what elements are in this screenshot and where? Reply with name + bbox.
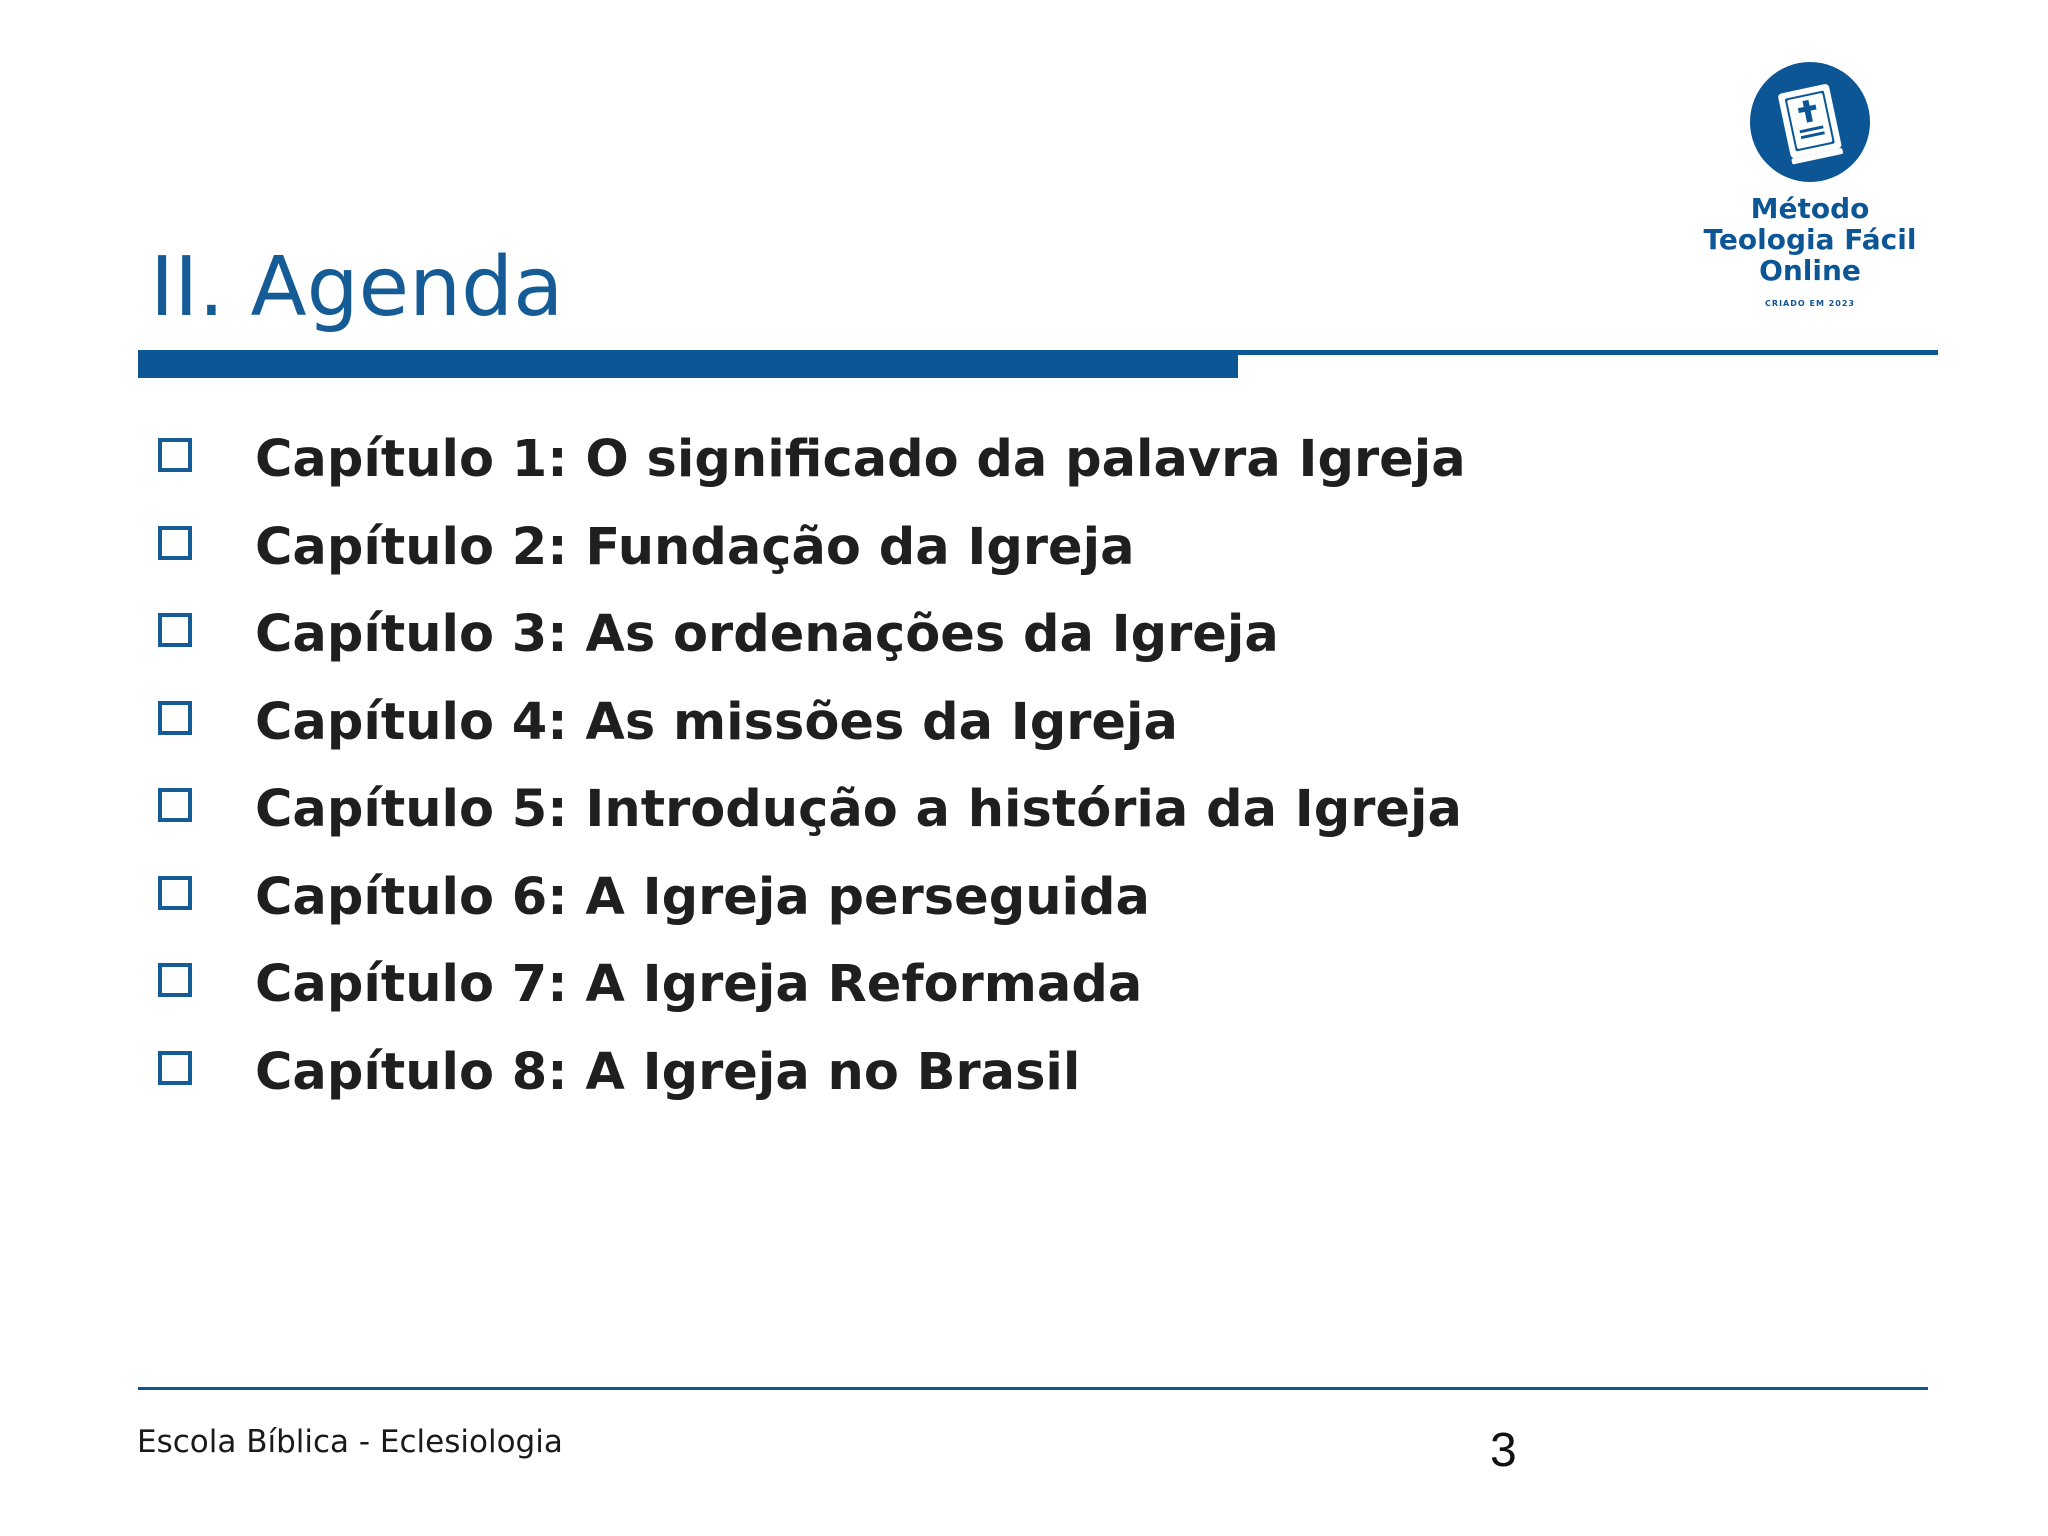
logo-tagline: CRIADO EM 2023: [1765, 299, 1855, 308]
agenda-item-label: Capítulo 8: A Igreja no Brasil: [255, 1042, 1081, 1102]
page-number: 3: [1490, 1424, 1517, 1477]
slide-title: II. Agenda: [150, 240, 564, 335]
footer-text: Escola Bíblica - Eclesiologia: [137, 1424, 563, 1460]
checkbox-empty-icon: [158, 526, 192, 560]
checkbox-empty-icon: [158, 1051, 192, 1085]
checkbox-empty-icon: [158, 701, 192, 735]
checkbox-empty-icon: [158, 438, 192, 472]
title-underline-thin: [1238, 350, 1938, 355]
logo-line1: Método: [1750, 192, 1870, 225]
footer-divider: [138, 1387, 1928, 1390]
logo: [1690, 60, 1930, 320]
agenda-item-label: Capítulo 1: O significado da palavra Igreja: [255, 430, 1466, 489]
agenda-item-label: Capítulo 2: Fundação da Igreja: [255, 517, 1135, 577]
checkbox-empty-icon: [158, 963, 192, 997]
agenda-item-label: Capítulo 7: A Igreja Reformada: [255, 955, 1143, 1014]
agenda-item-label: Capítulo 3: As ordenações da Igreja: [255, 605, 1279, 664]
bible-book-icon: [1690, 60, 1930, 320]
checkbox-empty-icon: [158, 613, 192, 647]
logo-line2: Teologia Fácil: [1703, 223, 1917, 256]
checkbox-empty-icon: [158, 876, 192, 910]
agenda-item-label: Capítulo 6: A Igreja perseguida: [255, 867, 1150, 927]
agenda-item-label: Capítulo 5: Introdução a história da Igreja: [255, 780, 1462, 839]
agenda-item-label: Capítulo 4: As missões da Igreja: [255, 692, 1178, 752]
logo-line3: Online: [1759, 254, 1861, 287]
title-underline-thick: [138, 350, 1238, 378]
checkbox-empty-icon: [158, 788, 192, 822]
